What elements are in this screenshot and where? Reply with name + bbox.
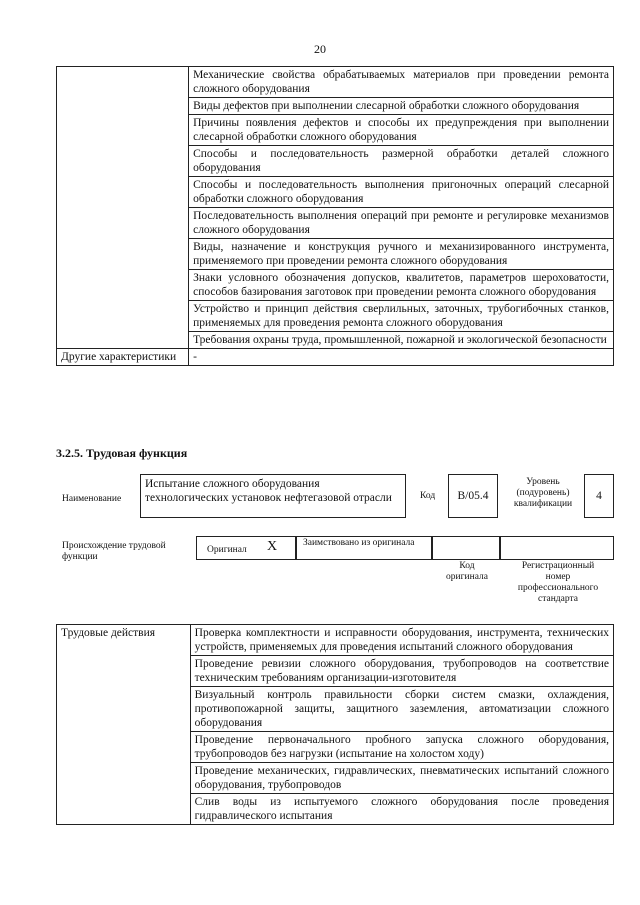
table-row xyxy=(57,349,614,366)
table-cell-empty xyxy=(57,67,189,349)
name-label: Наименование xyxy=(62,494,122,504)
borrowed-box xyxy=(296,536,432,560)
table-row xyxy=(57,67,614,98)
code-label: Код xyxy=(420,491,436,501)
knowledge-table xyxy=(56,66,614,366)
labor-actions-table xyxy=(56,624,614,825)
table-cell-text: Проверка комплектности и исправности оборудования, инструмента, технических устройств, применяемых для проведения испытаний сложного оборудования xyxy=(190,625,613,656)
level-value-box: 4 xyxy=(584,474,614,518)
borrowed-label: Заимствовано из оригинала xyxy=(303,538,415,548)
table-cell-text: Причины появления дефектов и способы их предупреждения при выполнении слесарной обработки сложного оборудования xyxy=(189,115,614,146)
table-cell-text: Способы и последовательность размерной обработки деталей сложного оборудования xyxy=(189,146,614,177)
table-cell-text: Виды, назначение и конструкция ручного и механизированного инструмента, применяемого при проведении ремонта сложного оборудования xyxy=(189,239,614,270)
reg-number-box xyxy=(500,536,614,560)
labor-actions-label: Трудовые действия xyxy=(57,625,191,825)
page-number: 20 xyxy=(314,42,326,56)
original-label: Оригинал xyxy=(207,545,247,555)
original-mark: Х xyxy=(267,539,278,554)
table-cell-text: Виды дефектов при выполнении слесарной обработки сложного оборудования xyxy=(189,98,614,115)
table-row xyxy=(57,625,614,656)
table-cell-text: Способы и последовательность выполнения пригоночных операций слесарной обработки сложного оборудования xyxy=(189,177,614,208)
table-cell-text: Механические свойства обрабатываемых материалов при проведении ремонта сложного оборудования xyxy=(189,67,614,98)
table-cell-text: Устройство и принцип действия сверлильных, заточных, трубогибочных станков, применяемых для проведения ремонта сложного оборудования xyxy=(189,301,614,332)
code-original-label: Код оригинала xyxy=(446,561,488,582)
table-cell-text: Проведение ревизии сложного оборудования, трубопроводов на соответствие техническим требованиям организации-изготовителя xyxy=(190,656,613,687)
table-cell-text: Слив воды из испытуемого сложного оборудования после проведения гидравлического испытания xyxy=(190,794,613,825)
original-box xyxy=(196,536,296,560)
table-cell-text: Знаки условного обозначения допусков, квалитетов, параметров шероховатости, способов базирования заготовок при проведении ремонта сложного оборудования xyxy=(189,270,614,301)
table-cell-text: Проведение первоначального пробного запуска сложного оборудования, трубопроводов без нагрузки (испытание на холостом ходу) xyxy=(190,732,613,763)
code-original-box xyxy=(432,536,500,560)
table-cell-text: Требования охраны труда, промышленной, пожарной и экологической безопасности xyxy=(189,332,614,349)
section-title: 3.2.5. Трудовая функция xyxy=(56,446,188,460)
other-characteristics-label: Другие характеристики xyxy=(57,349,189,366)
function-name-box: Испытание сложного оборудования технологических установок нефтегазовой отрасли xyxy=(140,474,406,518)
table-cell-text: Проведение механических, гидравлических, пневматических испытаний сложного оборудования, трубопроводов xyxy=(190,763,613,794)
other-characteristics-value: - xyxy=(189,349,614,366)
table-cell-text: Последовательность выполнения операций при ремонте и регулировке механизмов сложного оборудования xyxy=(189,208,614,239)
code-value-box: В/05.4 xyxy=(448,474,498,518)
reg-number-label: Регистрационный номер профессионального стандарта xyxy=(517,561,599,604)
origin-label: Происхождение трудовой функции xyxy=(62,541,166,562)
table-cell-text: Визуальный контроль правильности сборки систем смазки, охлаждения, противопожарной защиты, защитного заземления, автоматизации сложного оборудования xyxy=(190,687,613,732)
level-label: Уровень (подуровень) квалификации xyxy=(513,477,573,509)
